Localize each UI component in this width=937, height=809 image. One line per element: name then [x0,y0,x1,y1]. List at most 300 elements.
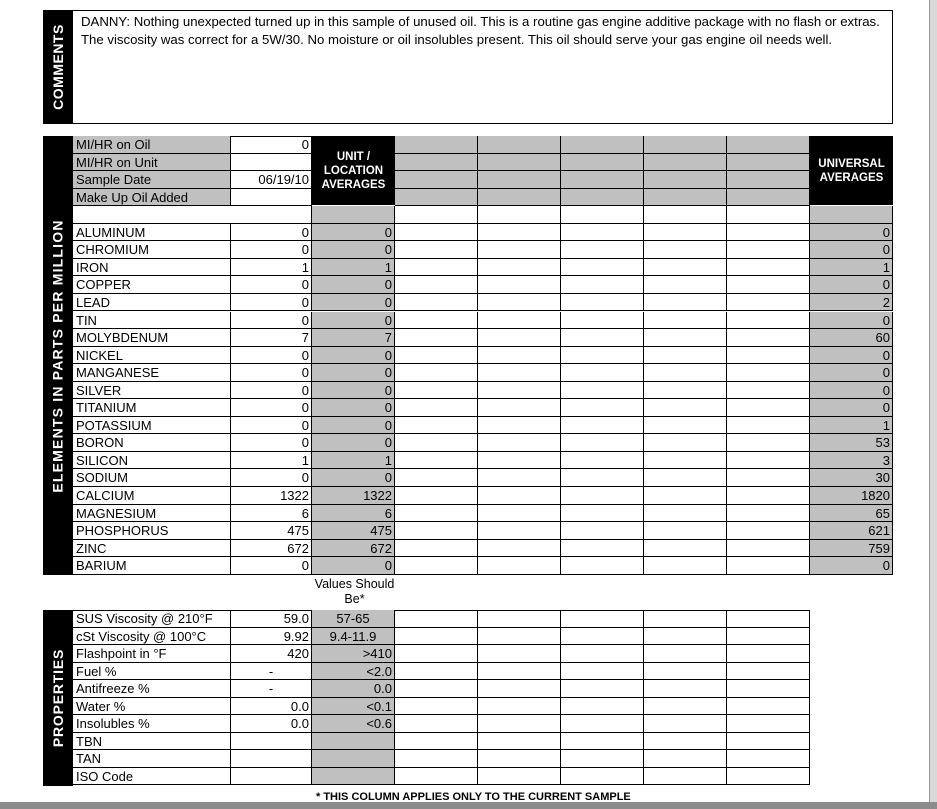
page-edge-right [929,0,937,809]
property-should-be: 0.0 [312,680,395,698]
element-empty-cell [395,469,478,487]
element-empty-cell [727,382,810,400]
property-value [231,750,312,768]
element-empty-cell [644,487,727,505]
element-universal-average: 0 [810,364,893,382]
element-universal-average: 60 [810,329,893,347]
property-empty-cell [644,715,727,733]
element-universal-average: 0 [810,557,893,575]
element-unit-average: 0 [312,382,395,400]
element-value: 1 [231,259,312,277]
property-should-be: <2.0 [312,663,395,681]
property-empty-cell [395,750,478,768]
universal-averages-text: UNIVERSAL AVERAGES [818,157,885,184]
info-empty-cell [478,189,561,207]
element-empty-cell [478,469,561,487]
element-empty-cell [478,294,561,312]
element-unit-average: 1 [312,259,395,277]
property-empty-cell [395,768,478,786]
element-empty-cell [727,452,810,470]
element-empty-cell [561,434,644,452]
element-empty-cell [395,522,478,540]
property-value: 0.0 [231,698,312,716]
element-empty-cell [478,276,561,294]
unit-location-averages-header [312,136,395,205]
values-should-be-label: Values Should Be* [314,577,395,606]
element-empty-cell [727,487,810,505]
element-unit-average: 7 [312,329,395,347]
property-value: 420 [231,645,312,663]
spacer-cell [478,206,561,224]
element-unit-average: 672 [312,540,395,558]
element-value: 0 [231,382,312,400]
element-empty-cell [395,557,478,575]
element-value: 0 [231,224,312,242]
element-empty-cell [727,329,810,347]
property-value: 9.92 [231,628,312,646]
property-empty-cell [478,610,561,628]
property-empty-cell [478,698,561,716]
property-should-be: 9.4-11.9 [312,628,395,646]
comments-label-text: COMMENTS [50,24,67,110]
spacer-cell [644,206,727,224]
property-empty-cell [395,698,478,716]
info-empty-cell [644,136,727,154]
property-name: SUS Viscosity @ 210°F [73,610,231,628]
element-universal-average: 3 [810,452,893,470]
property-empty-cell [727,715,810,733]
element-empty-cell [644,347,727,365]
element-empty-cell [644,241,727,259]
element-universal-average: 65 [810,505,893,523]
element-unit-average: 0 [312,224,395,242]
element-value: 7 [231,329,312,347]
element-empty-cell [727,224,810,242]
element-empty-cell [644,382,727,400]
property-should-be: >410 [312,645,395,663]
property-empty-cell [395,715,478,733]
element-empty-cell [478,241,561,259]
element-empty-cell [644,452,727,470]
property-value: - [231,663,312,681]
element-name: ZINC [73,540,231,558]
element-value: 1 [231,452,312,470]
spacer-cell [561,206,644,224]
element-empty-cell [561,276,644,294]
element-unit-average: 0 [312,364,395,382]
property-empty-cell [644,610,727,628]
element-unit-average: 6 [312,505,395,523]
element-empty-cell [644,399,727,417]
element-empty-cell [727,276,810,294]
element-empty-cell [644,557,727,575]
element-unit-average: 1322 [312,487,395,505]
property-name: TBN [73,733,231,751]
element-universal-average: 1 [810,417,893,435]
property-empty-cell [644,733,727,751]
element-empty-cell [727,417,810,435]
property-empty-cell [727,733,810,751]
element-name: POTASSIUM [73,417,231,435]
info-empty-cell [395,136,478,154]
element-name: ALUMINUM [73,224,231,242]
property-should-be [312,750,395,768]
element-empty-cell [561,487,644,505]
info-empty-cell [727,136,810,154]
element-universal-average: 30 [810,469,893,487]
element-empty-cell [395,259,478,277]
property-name: Insolubles % [73,715,231,733]
property-empty-cell [395,733,478,751]
element-name: COPPER [73,276,231,294]
property-empty-cell [561,663,644,681]
element-unit-average: 0 [312,241,395,259]
footnote: * THIS COLUMN APPLIES ONLY TO THE CURRENT SAMPLE [316,791,631,803]
element-value: 0 [231,364,312,382]
element-name: TITANIUM [73,399,231,417]
element-empty-cell [561,557,644,575]
info-empty-cell [561,154,644,172]
element-empty-cell [561,224,644,242]
element-universal-average: 0 [810,312,893,330]
element-universal-average: 759 [810,540,893,558]
element-empty-cell [561,540,644,558]
spacer-cell [727,206,810,224]
comments-label [43,10,73,124]
property-empty-cell [644,698,727,716]
element-empty-cell [644,522,727,540]
property-empty-cell [561,750,644,768]
property-empty-cell [727,768,810,786]
element-empty-cell [478,382,561,400]
element-empty-cell [478,329,561,347]
element-empty-cell [644,224,727,242]
element-universal-average: 0 [810,382,893,400]
element-universal-average: 0 [810,276,893,294]
element-empty-cell [727,522,810,540]
property-value: 59.0 [231,610,312,628]
element-empty-cell [478,434,561,452]
element-empty-cell [727,540,810,558]
element-empty-cell [644,540,727,558]
unit-location-averages-text: UNIT / LOCATION AVERAGES [321,150,386,191]
property-name: Antifreeze % [73,680,231,698]
element-empty-cell [644,329,727,347]
property-should-be [312,733,395,751]
property-empty-cell [395,628,478,646]
element-empty-cell [644,294,727,312]
element-empty-cell [395,399,478,417]
element-empty-cell [395,312,478,330]
element-empty-cell [395,364,478,382]
element-universal-average: 0 [810,241,893,259]
element-empty-cell [727,259,810,277]
comments-text: DANNY: Nothing unexpected turned up in this sample of unused oil. This is a routine gas engine additive package with no flash or extras. The viscosity was correct for a 5W/30. No moisture or oil insolubles present. This oil should serve your gas engine oil needs well. [73,10,893,124]
property-empty-cell [727,610,810,628]
element-empty-cell [478,522,561,540]
element-unit-average: 0 [312,469,395,487]
property-empty-cell [561,698,644,716]
element-universal-average: 0 [810,347,893,365]
element-empty-cell [644,312,727,330]
property-empty-cell [644,663,727,681]
element-value: 0 [231,469,312,487]
info-empty-cell [478,136,561,154]
element-unit-average: 0 [312,347,395,365]
info-empty-cell [478,154,561,172]
element-universal-average: 2 [810,294,893,312]
element-empty-cell [478,487,561,505]
property-empty-cell [561,733,644,751]
element-unit-average: 0 [312,417,395,435]
element-value: 6 [231,505,312,523]
info-empty-cell [478,171,561,189]
element-empty-cell [727,312,810,330]
element-empty-cell [561,417,644,435]
element-empty-cell [644,364,727,382]
info-label: Sample Date [73,171,231,189]
element-value: 1322 [231,487,312,505]
property-empty-cell [561,768,644,786]
info-empty-cell [561,171,644,189]
element-empty-cell [561,522,644,540]
element-value: 0 [231,417,312,435]
property-empty-cell [561,610,644,628]
element-empty-cell [727,241,810,259]
info-value [231,189,312,207]
element-universal-average: 621 [810,522,893,540]
element-value: 0 [231,294,312,312]
element-empty-cell [727,469,810,487]
element-name: PHOSPHORUS [73,522,231,540]
info-empty-cell [727,171,810,189]
element-empty-cell [727,399,810,417]
property-should-be: <0.6 [312,715,395,733]
spacer-cell [312,206,395,224]
element-name: MAGNESIUM [73,505,231,523]
property-empty-cell [644,750,727,768]
element-name: BARIUM [73,557,231,575]
element-unit-average: 0 [312,294,395,312]
element-empty-cell [395,505,478,523]
element-empty-cell [561,469,644,487]
element-unit-average: 1 [312,452,395,470]
element-universal-average: 0 [810,399,893,417]
property-empty-cell [644,768,727,786]
element-empty-cell [727,364,810,382]
element-empty-cell [561,399,644,417]
info-empty-cell [644,189,727,207]
element-value: 0 [231,276,312,294]
property-name: ISO Code [73,768,231,786]
property-empty-cell [561,680,644,698]
property-empty-cell [644,628,727,646]
property-empty-cell [727,645,810,663]
element-empty-cell [395,487,478,505]
info-value: 06/19/10 [231,171,312,189]
property-empty-cell [478,663,561,681]
element-empty-cell [395,434,478,452]
element-empty-cell [395,329,478,347]
element-empty-cell [478,364,561,382]
property-value: 0.0 [231,715,312,733]
element-empty-cell [644,469,727,487]
property-empty-cell [561,715,644,733]
element-empty-cell [478,312,561,330]
element-unit-average: 0 [312,434,395,452]
element-empty-cell [561,382,644,400]
element-name: LEAD [73,294,231,312]
property-name: Water % [73,698,231,716]
element-empty-cell [395,224,478,242]
info-label: Make Up Oil Added [73,189,231,207]
element-empty-cell [727,557,810,575]
property-empty-cell [644,680,727,698]
property-empty-cell [478,768,561,786]
property-empty-cell [395,645,478,663]
element-empty-cell [478,417,561,435]
element-universal-average: 1820 [810,487,893,505]
spacer-cell [73,206,312,224]
element-name: TIN [73,312,231,330]
element-universal-average: 0 [810,224,893,242]
property-empty-cell [727,698,810,716]
property-value [231,768,312,786]
element-value: 0 [231,399,312,417]
property-empty-cell [478,750,561,768]
property-value: - [231,680,312,698]
info-empty-cell [395,171,478,189]
element-empty-cell [561,294,644,312]
element-empty-cell [395,417,478,435]
element-empty-cell [561,241,644,259]
element-empty-cell [478,540,561,558]
info-empty-cell [395,154,478,172]
element-empty-cell [395,347,478,365]
element-empty-cell [478,557,561,575]
elements-label-text: ELEMENTS IN PARTS PER MILLION [50,218,67,493]
spacer-cell [395,206,478,224]
element-empty-cell [561,329,644,347]
element-name: CHROMIUM [73,241,231,259]
element-universal-average: 53 [810,434,893,452]
element-name: SILVER [73,382,231,400]
element-value: 0 [231,557,312,575]
element-name: SILICON [73,452,231,470]
element-value: 0 [231,312,312,330]
element-empty-cell [561,312,644,330]
element-name: MANGANESE [73,364,231,382]
property-should-be: 57-65 [312,610,395,628]
property-empty-cell [727,680,810,698]
element-empty-cell [561,347,644,365]
info-label: MI/HR on Unit [73,154,231,172]
element-name: NICKEL [73,347,231,365]
property-empty-cell [644,645,727,663]
element-empty-cell [395,540,478,558]
element-empty-cell [478,347,561,365]
property-empty-cell [395,610,478,628]
element-empty-cell [727,434,810,452]
universal-averages-header [810,136,893,205]
element-empty-cell [478,399,561,417]
element-value: 672 [231,540,312,558]
property-name: cSt Viscosity @ 100°C [73,628,231,646]
property-empty-cell [478,715,561,733]
element-empty-cell [561,364,644,382]
element-empty-cell [644,276,727,294]
elements-section-label [43,136,73,575]
element-empty-cell [727,347,810,365]
element-value: 0 [231,434,312,452]
info-empty-cell [644,171,727,189]
info-empty-cell [561,189,644,207]
element-empty-cell [395,294,478,312]
element-empty-cell [395,452,478,470]
element-empty-cell [644,505,727,523]
properties-label-text: PROPERTIES [50,648,66,748]
element-empty-cell [644,417,727,435]
element-empty-cell [478,505,561,523]
element-name: BORON [73,434,231,452]
property-empty-cell [395,663,478,681]
property-name: Fuel % [73,663,231,681]
property-name: Flashpoint in °F [73,645,231,663]
info-empty-cell [727,154,810,172]
info-empty-cell [395,189,478,207]
element-empty-cell [561,259,644,277]
element-empty-cell [478,224,561,242]
element-empty-cell [395,382,478,400]
element-name: CALCIUM [73,487,231,505]
property-name: TAN [73,750,231,768]
element-unit-average: 0 [312,557,395,575]
info-empty-cell [644,154,727,172]
element-value: 0 [231,241,312,259]
element-empty-cell [561,452,644,470]
info-empty-cell [561,136,644,154]
property-empty-cell [727,750,810,768]
info-label: MI/HR on Oil [73,136,231,154]
property-empty-cell [727,663,810,681]
properties-section-label [43,610,73,786]
property-should-be: <0.1 [312,698,395,716]
element-unit-average: 0 [312,276,395,294]
element-unit-average: 0 [312,399,395,417]
property-empty-cell [561,645,644,663]
element-unit-average: 0 [312,312,395,330]
property-empty-cell [727,628,810,646]
property-value [231,733,312,751]
element-empty-cell [395,241,478,259]
element-value: 475 [231,522,312,540]
element-empty-cell [478,259,561,277]
info-value [231,154,312,172]
element-empty-cell [644,259,727,277]
info-value: 0 [231,136,312,154]
property-empty-cell [478,733,561,751]
element-empty-cell [727,294,810,312]
element-empty-cell [561,505,644,523]
element-empty-cell [395,276,478,294]
element-empty-cell [478,452,561,470]
element-unit-average: 475 [312,522,395,540]
info-empty-cell [727,189,810,207]
property-should-be [312,768,395,786]
property-empty-cell [478,628,561,646]
property-empty-cell [561,628,644,646]
property-empty-cell [395,680,478,698]
